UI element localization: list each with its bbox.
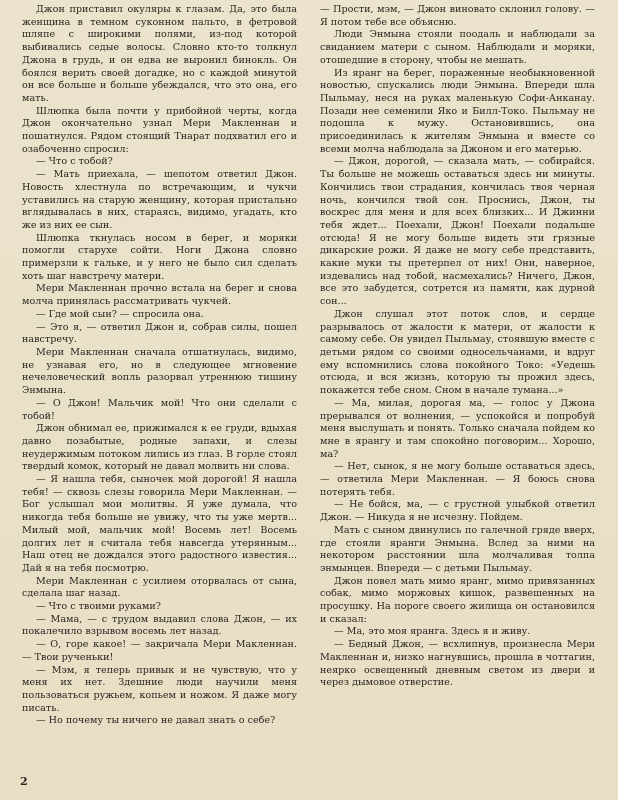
paragraph: — Прости, мэм, — Джон виновато склонил голову. — Я потом тебе все объясню. (320, 4, 595, 28)
paragraph: Джон обнимал ее, прижимался к ее груди, вдыхая давно позабытые, родные запахи, и слезы неудержимым потоком лились из глаз. В горле стоял твердый комок, который не давал молвить ни слова. (22, 423, 297, 473)
paragraph: Шлюпка была почти у прибойной черты, когда Джон окончательно узнал Мери Макленнан и пошатнулся. Рядом стоящий Тнарат подхватил его и озабоченно спросил: (22, 105, 297, 155)
paragraph: — Джон, дорогой, — сказала мать, — собирайся. Ты больше не можешь оставаться здесь ни минуты. Кончились твои страдания, кончилась твоя черная ночь, кончился твой сон. Проснись, Джон, ты воскрес для меня и для всех близких... И Джинни тебя ждет... Поехали, Джон! Поехали подальше отсюда! Я не могу больше видеть эти грязные дикарские рожи. Я даже не могу себе представить, какие муки ты претерпел от них! Они, наверное, издевались над тобой, насмехались? Ничего, Джон, все это забудется, сотрется из памяти, как дурной сон... (320, 156, 595, 308)
paragraph: — Мама, — с трудом выдавил слова Джон, — их покалечило взрывом восемь лет назад. (22, 613, 297, 638)
paragraph: — Мэм, я теперь привык и не чувствую, что у меня их нет. Здешние люди научили меня пользоваться ружьем, копьем и ножом. Я даже могу писать. (22, 664, 297, 714)
paragraph: Люди Энмына стояли поодаль и наблюдали за свиданием матери с сыном. Наблюдали и моряки, отошедшие в сторону, чтобы не мешать. (320, 29, 595, 66)
paragraph: Джон повел мать мимо яранг, мимо привязанных собак, мимо моржовых кишок, развешенных на просушку. На пороге своего жилища он остановился и сказал: (320, 575, 595, 625)
right-column (320, 4, 595, 690)
paragraph: — Где мой сын? — спросила она. (36, 308, 204, 320)
paragraph: Шлюпка ткнулась носом в берег, и моряки помогли старухе сойти. Ноги Джона словно примерзли к гальке, и у него не было сил сделать хоть шаг навстречу матери. (22, 232, 297, 282)
paragraph: — Что с твоими руками? (36, 601, 161, 613)
paragraph: — Бедный Джон, — всхлипнув, произнесла Мери Макленнан и, низко нагнувшись, прошла в чоттагин, неярко освещенный дневным светом из двери и через дымовое отверстие. (320, 639, 595, 689)
left-column (22, 4, 297, 728)
paragraph: — Мать приехала, — шепотом ответил Джон. Новость хлестнула по встречающим, и чукчи уставились на старую женщину, которая пристально вглядывалась в них, стараясь, видимо, угадать, кто же из них ее сын. (22, 169, 297, 231)
paragraph: Из яранг на берег, пораженные необыкновенной новостью, спускались люди Энмына. Впереди шла Пыльмау, неся на руках маленькую Софи-Анканау. Позади нее семенили Яко и Билл-Токо. Пыльмау не подошла к мужу. Остановившись, она присоединилась к жителям Энмына и вместе со всеми молча наблюдала за Джоном и его матерью. (320, 67, 595, 155)
paragraph: Джон приставил окуляры к глазам. Да, это была женщина в темном суконном пальто, в фетровой шляпе с широкими полями, из-под которой выбивались седые волосы. Словно кто-то толкнул Джона в грудь, и он едва не выронил бинокль. Он боялся верить своей догадке, но с каждой минутой он все больше и больше убеждался, что это она, его мать. (22, 4, 297, 104)
paragraph: Мери Макленнан с усилием оторвалась от сына, сделала шаг назад. (22, 575, 297, 600)
page-number: 2 (20, 775, 28, 788)
paragraph: — Но почему ты ничего не давал знать о себе? (36, 715, 276, 727)
paragraph: — Что с тобой? (36, 156, 113, 168)
paragraph: — Я нашла тебя, сыночек мой дорогой! Я нашла тебя! — сквозь слезы говорила Мери Макленнан. — Бог услышал мои молитвы. Я уже думала, что никогда тебя больше не увижу, что ты уже мертв... Милый мой, мальчик мой! Восемь лет! Восемь долгих лет я считала тебя навсегда утерянным... Наш отец не дождался этого радостного известия... Дай я на тебя посмотрю. (22, 474, 297, 574)
paragraph: — Нет, сынок, я не могу больше оставаться здесь, — ответила Мери Макленнан. — Я боюсь снова потерять тебя. (320, 461, 595, 498)
paragraph: — О, горе какое! — закричала Мери Макленнан. — Твои рученьки! (22, 639, 297, 663)
paragraph: — Это я, — ответил Джон и, собрав силы, пошел навстречу. (22, 321, 297, 346)
paragraph: — Ма, это моя яранга. Здесь я и живу. (334, 626, 531, 638)
paragraph: — О Джон! Мальчик мой! Что они сделали с тобой! (22, 397, 297, 422)
paragraph: — Не бойся, ма, — с грустной улыбкой ответил Джон. — Никуда я не исчезну. Пойдем. (320, 499, 595, 524)
paragraph: — Ма, милая, дорогая ма, — голос у Джона прерывался от волнения, — успокойся и попробуй меня выслушать и понять. Только сначала пойдем ко мне в ярангу и там спокойно поговорим... Хорошо, ма? (320, 397, 595, 460)
paragraph: Джон слушал этот поток слов, и сердце разрывалось от жалости к матери, от жалости к самому себе. Он увидел Пыльмау, стоявшую вместе с детьми рядом со своими односельчанами, и вдруг ему вспомнились слова покойного Токо: «Уедешь отсюда, и вся жизнь, которую ты прожил здесь, покажется тебе сном. Сном в начале тумана...» (320, 308, 595, 397)
paragraph: Мать с сыном двинулись по галечной гряде вверх, где стояли яранги Энмына. Вслед за ними на некотором расстоянии шла молчаливая толпа энмынцев. Впереди — с детьми Пыльмау. (320, 524, 595, 574)
paragraph: Мери Макленнан прочно встала на берег и снова молча принялась рассматривать чукчей. (22, 283, 297, 308)
paragraph: Мери Макленнан сначала отшатнулась, видимо, не узнавая его, но в следующее мгновение нечеловеческий вопль разорвал утреннюю тишину Энмына. (22, 346, 297, 397)
